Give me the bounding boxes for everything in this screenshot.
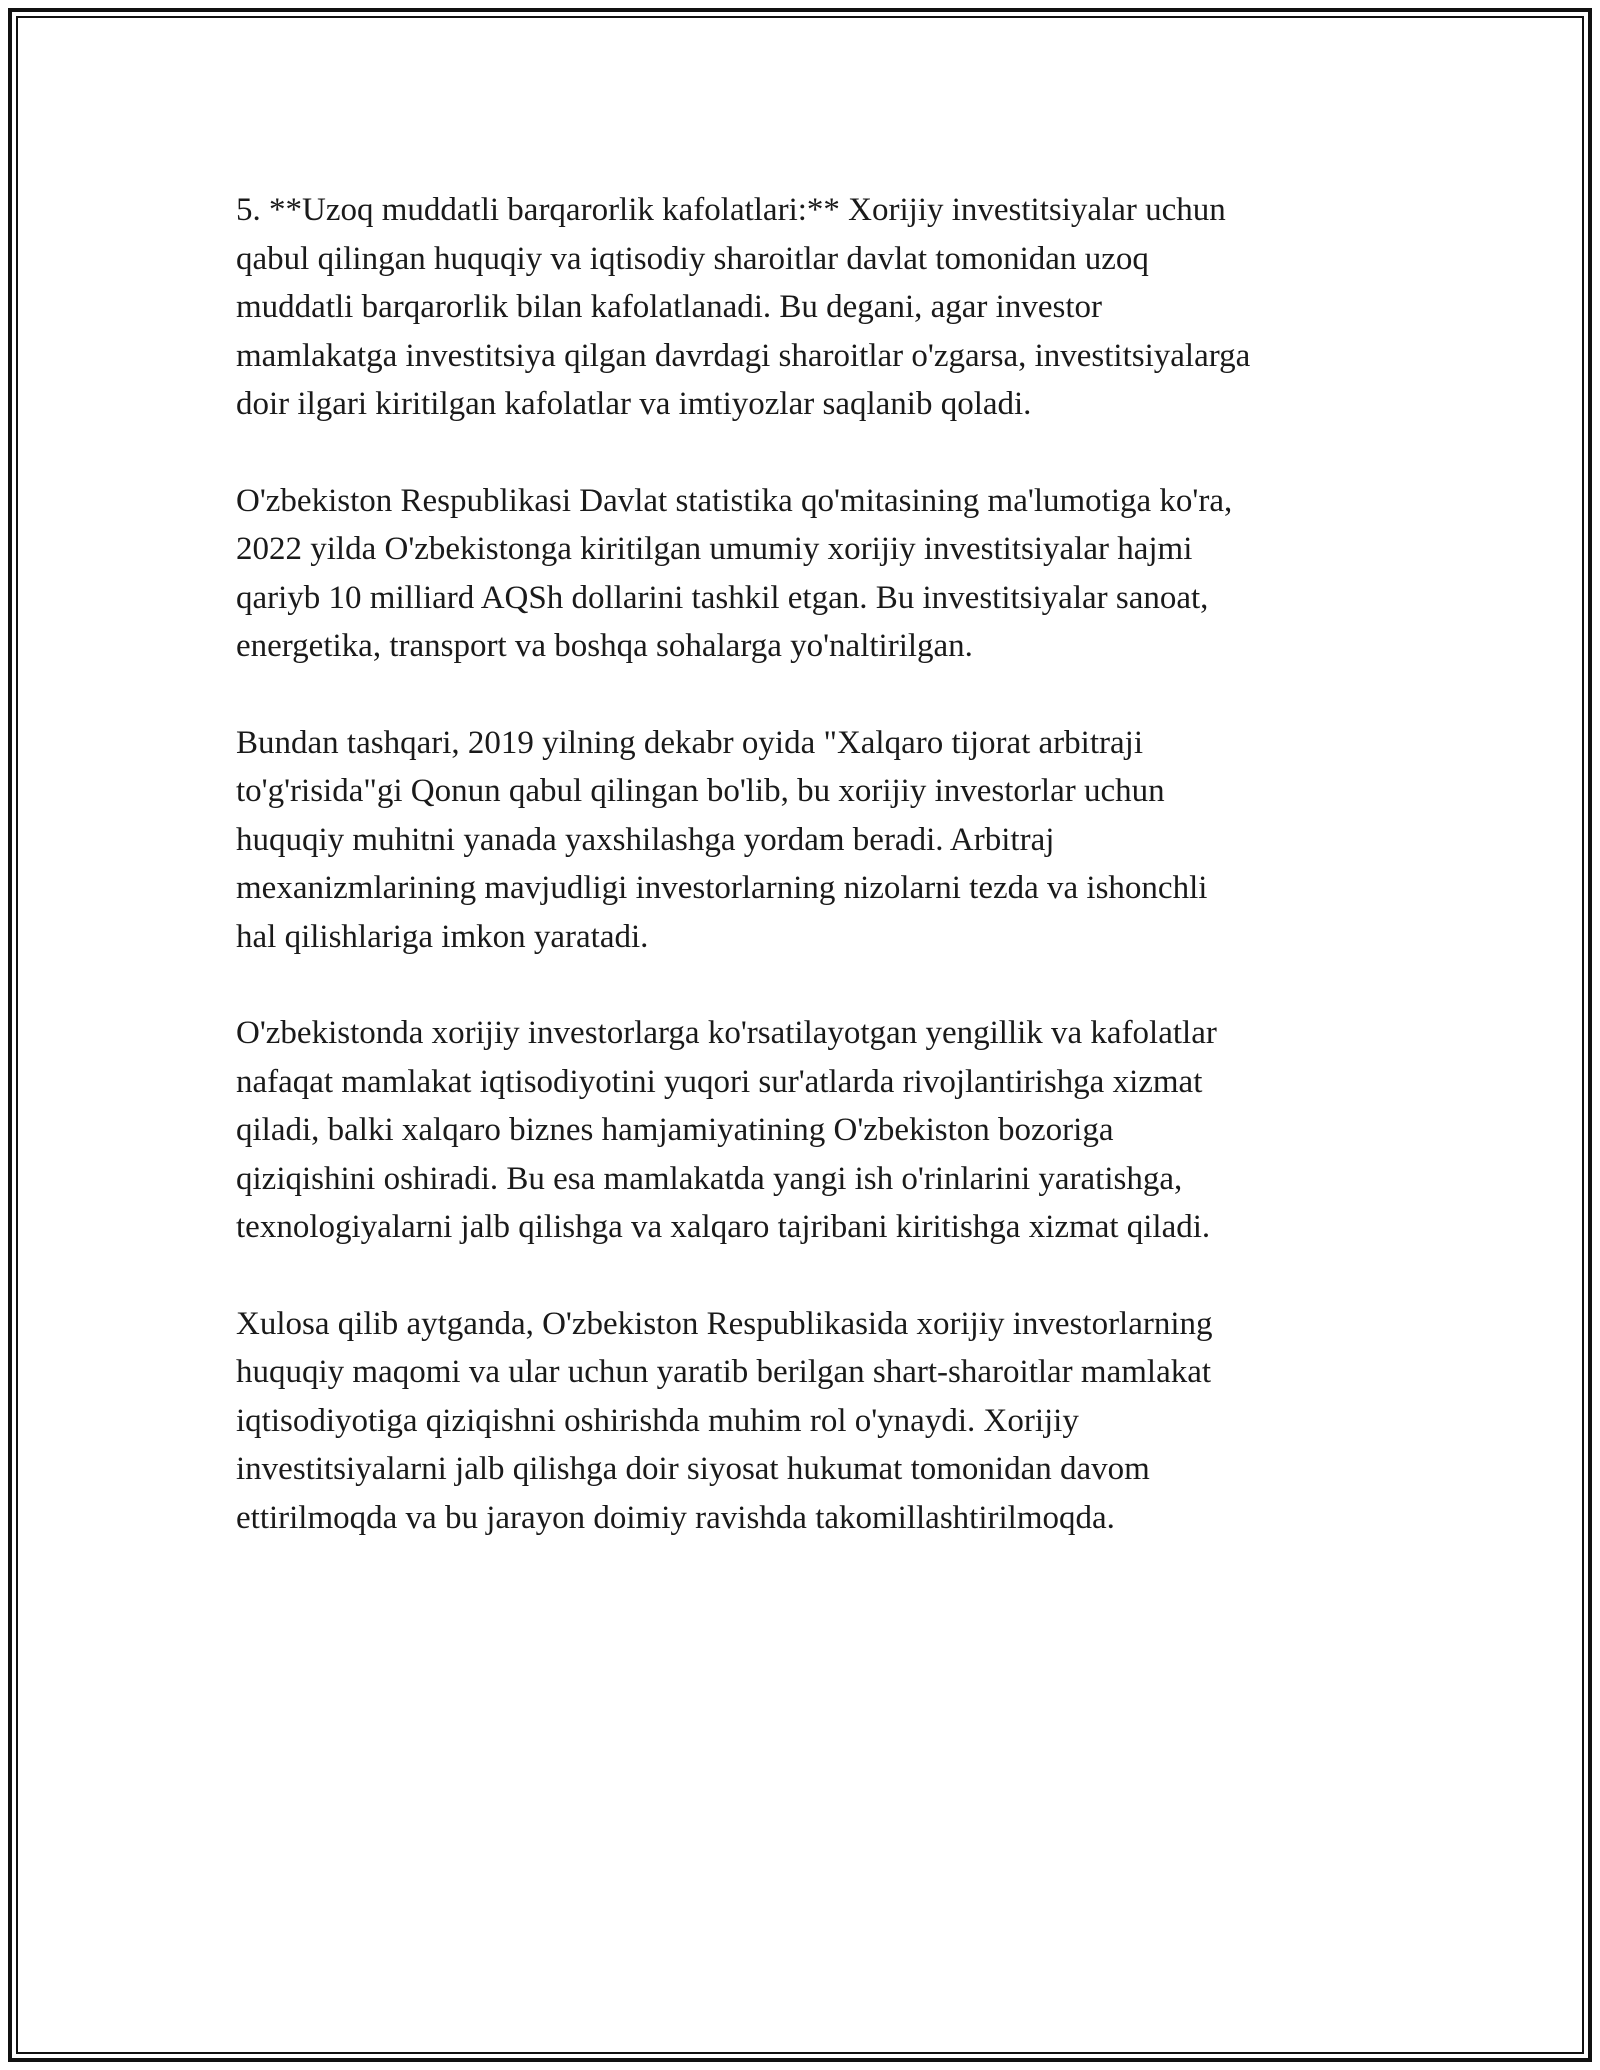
paragraph-investment-statistics: O'zbekiston Respublikasi Davlat statistika qo'mitasining ma'lumotiga ko'ra, 2022 yilda O'zbekistonga kiritilgan umumiy xorijiy investitsiyalar hajmi qariyb 10 milliard AQSh dollarini tashkil etgan. Bu investitsiyalar sanoat, energetika, transport va boshqa sohalarga yo'naltirilgan. <box>236 482 1233 664</box>
paragraph-stability-guarantees: 5. **Uzoq muddatli barqarorlik kafolatlari:** Xorijiy investitsiyalar uchun qabul qilingan huquqiy va iqtisodiy sharoitlar davlat tomonidan uzoq muddatli barqarorlik bilan kafolatlanadi. Bu degani, agar investor mamlakatga investitsiya qilgan davrdagi sharoitlar o'zgarsa, investitsiyalarga doir ilgari kiritilgan kafolatlar va imtiyozlar saqlanib qoladi. <box>236 192 1251 422</box>
paragraph-conclusion: Xulosa qilib aytganda, O'zbekiston Respublikasida xorijiy investorlarning huquqiy maqomi va ular uchun yaratib berilgan shart-sharoitlar mamlakat iqtisodiyotiga qiziqishni oshirishda muhim rol o'ynaydi. Xorijiy investitsiyalarni jalb qilishga doir siyosat hukumat tomonidan davom ettirilmoqda va bu jarayon doimiy ravishda takomillashtirilmoqda. <box>236 1305 1213 1536</box>
paragraph-arbitration-law: Bundan tashqari, 2019 yilning dekabr oyida "Xalqaro tijorat arbitraji to'g'risida"gi Qonun qabul qilingan bo'lib, bu xorijiy investorlar uchun huquqiy muhitni yanada yaxshilashga yordam beradi. Arbitraj mexanizmlarining mavjudligi investorlarning nizolarni tezda va ishonchli hal qilishlariga imkon yaratadi. <box>236 724 1208 955</box>
document-body <box>236 186 1396 1590</box>
paragraph-investor-benefits: O'zbekistonda xorijiy investorlarga ko'rsatilayotgan yengillik va kafolatlar nafaqat mamlakat iqtisodiyotini yuqori sur'atlarda rivojlantirishga xizmat qiladi, balki xalqaro biznes hamjamiyatining O'zbekiston bozoriga qiziqishini oshiradi. Bu esa mamlakatda yangi ish o'rinlarini yaratishga, texnologiyalarni jalb qilishga va xalqaro tajribani kiritishga xizmat qiladi. <box>236 1015 1217 1245</box>
